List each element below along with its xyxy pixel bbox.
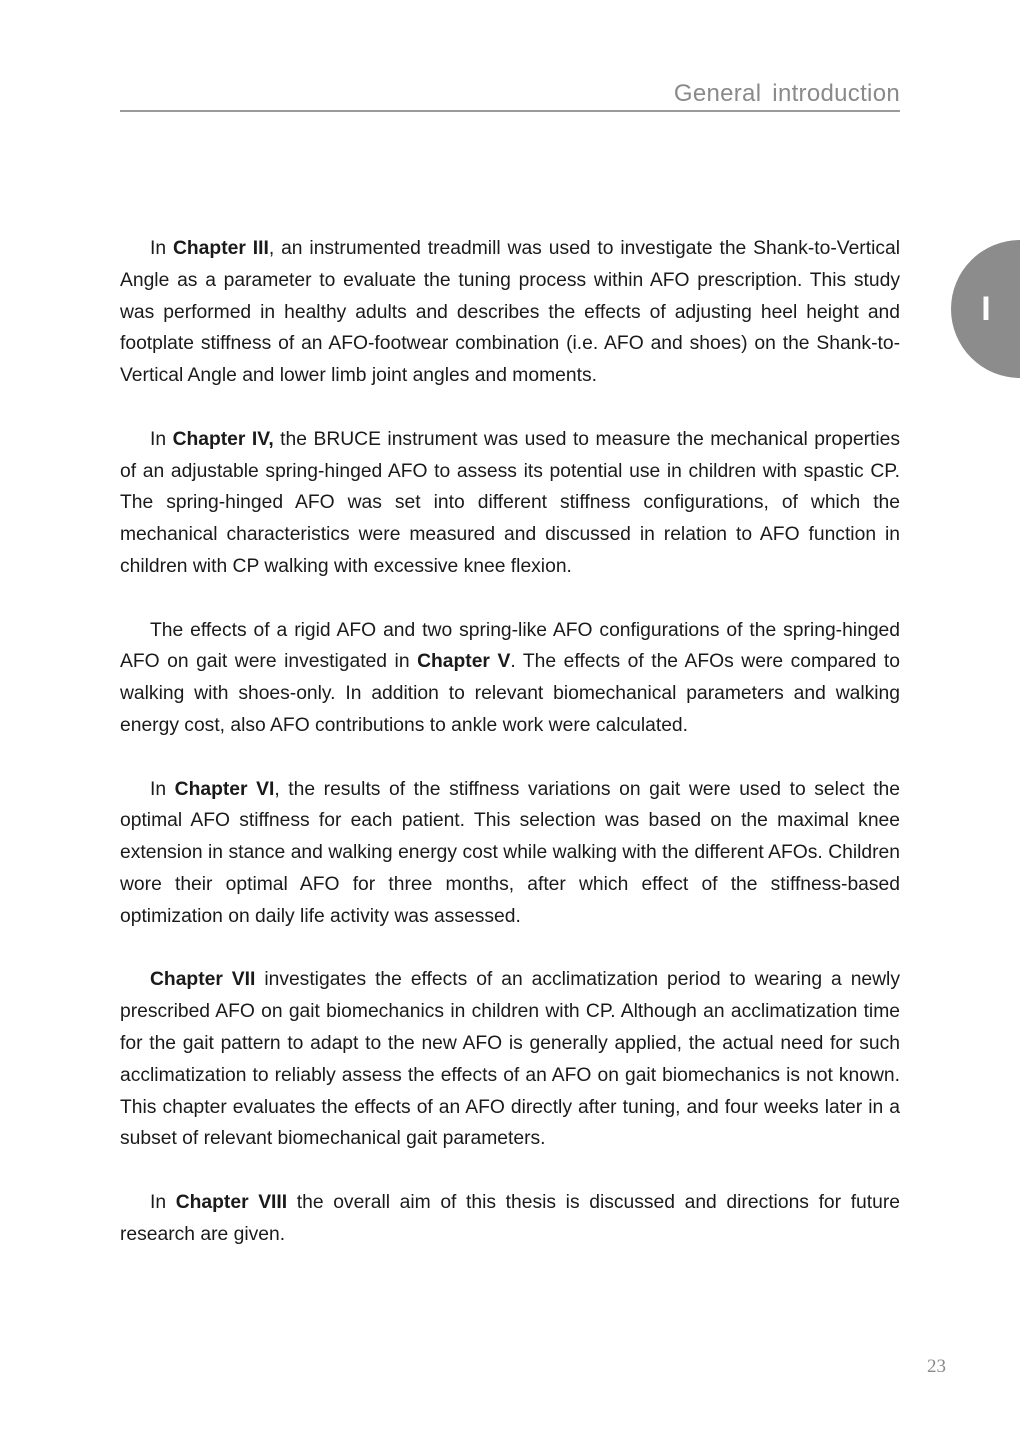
chapter-reference: Chapter III [172,238,269,259]
chapter-reference: Chapter VIII [175,1191,288,1213]
paragraph-chapter-iv [120,424,900,583]
paragraph-text: . The effects of the AFOs were compared to walking with shoes-only. In addition to relevant biomechanical parameters and walking energy cost, also AFO contributions to ankle work were calculated. [120,651,900,736]
chapter-reference: Chapter IV, [172,428,274,450]
paragraph-text: the overall aim of this thesis is discussed and directions for future research are given. [120,1191,901,1245]
paragraph-text: In [150,238,173,259]
paragraph-text: , the results of the stiffness variations on gait were used to select the optimal AFO stiffness for each patient. This selection was based on the maximal knee extension in stance and walking energy cost while walking with the different AFOs. Children wore their optimal AFO for three months, after which effect of the stiffness-based optimization on daily life activity was assessed. [120,778,900,927]
paragraph-chapter-viii [120,1187,900,1251]
paragraph-chapter-v [120,615,900,742]
chapter-reference: Chapter VI [174,778,275,800]
chapter-reference: Chapter V [417,651,511,673]
paragraph-text: investigates the effects of an acclimatization period to wearing a newly prescribed AFO on gait biomechanics in children with CP. Although an acclimatization time for the gait pattern to adapt to the new AFO is generally applied, the actual need for such acclimatization to reliably assess the effects of an AFO on gait biomechanics is not known. This chapter evaluates the effects of an AFO directly after tuning, and four weeks later in a subset of relevant biomechanical gait parameters. [120,969,900,1150]
paragraph-chapter-vii [120,964,900,1155]
paragraph-text: In [150,778,175,800]
chapter-reference: Chapter VII [150,969,256,991]
chapter-thumb-tab-label: I [981,290,991,328]
body-text [120,233,900,1282]
paragraph-text: the BRUCE instrument was used to measure the mechanical properties of an adjustable spring-hinged AFO to assess its potential use in children with spastic CP. The spring-hinged AFO was set into different stiffness configurations, of which the mechanical characteristics were measured and discussed in relation to AFO function in children with CP walking with excessive knee flexion. [120,428,901,577]
page-number: 23 [927,1356,946,1377]
running-header-title: General introduction [673,80,900,107]
paragraph-text: The effects of a rigid AFO and two spring-like AFO configurations of the spring-hinged AFO on gait were investigated in [120,619,900,673]
paragraph-text: , an instrumented treadmill was used to investigate the Shank-to-Vertical Angle as a parameter to evaluate the tuning process within AFO prescription. This study was performed in healthy adults and describes the effects of adjusting heel height and footplate stiffness of an AFO-footwear combination (i.e. AFO and shoes) on the Shank-to-Vertical Angle and lower limb joint angles and moments. [120,238,901,387]
paragraph-chapter-iii [120,233,900,392]
paragraph-text: In [150,428,173,450]
paragraph-chapter-vi [120,774,900,933]
paragraph-text: In [150,1191,176,1213]
header-rule [120,110,900,112]
